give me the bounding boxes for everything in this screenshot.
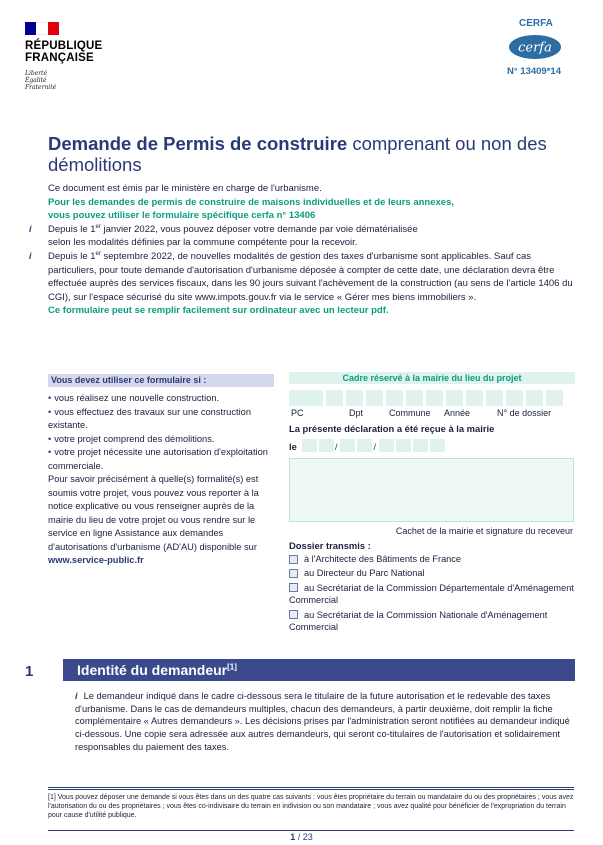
checkbox[interactable] xyxy=(289,583,298,592)
annee-field-2[interactable] xyxy=(446,390,463,406)
dossier-number-boxes xyxy=(289,390,575,406)
footnote-divider xyxy=(48,787,574,788)
usage-bullet: • vous réalisez une nouvelle construction. xyxy=(48,392,274,406)
cerfa-logo-text: cerfa xyxy=(518,40,552,56)
dossier-transmis-heading: Dossier transmis : xyxy=(289,540,371,551)
motto: Liberté Égalité Fraternité xyxy=(25,70,57,91)
dossier-field-4[interactable] xyxy=(526,390,543,406)
info-icon: i xyxy=(29,250,32,261)
info-icon: i xyxy=(29,223,32,234)
flag-white xyxy=(36,22,47,35)
info-block-2: i Depuis le 1er septembre 2022, de nouvelles modalités de gestion des taxes d'urbanisme sont applicables. Sauf cas particuliers, pour toute demande d'autorisation d'urbanisme déposée à compter de cette date, une déclaration devra être effectuée auprès des services fiscaux, dans les 90 jours suivant l'achèvement de la construction (au sens de l'article 1406 du CGI), sur l'espace sécurisé du site www.impots.gouv.fr via le service « Gérer mes biens immobiliers ». xyxy=(29,250,573,303)
footnote-divider xyxy=(48,789,574,790)
cerfa-label: CERFA xyxy=(519,18,553,29)
checkbox-row-parc: au Directeur du Parc National xyxy=(289,567,575,579)
commune-field-1[interactable] xyxy=(366,390,383,406)
dossier-field-3[interactable] xyxy=(506,390,523,406)
section-title: Identité du demandeur xyxy=(77,662,228,678)
usage-bullet: • votre projet comprend des démolitions. xyxy=(48,433,274,447)
intro-line: Ce document est émis par le ministère en charge de l'urbanisme. xyxy=(48,183,322,194)
annee-field-1[interactable] xyxy=(426,390,443,406)
checkbox-row-cdac: au Secrétariat de la Commission Départementale d'Aménagement Commercial xyxy=(289,583,574,605)
usage-bullet: • votre projet nécessite une autorisation d'exploitation commerciale. xyxy=(48,446,274,473)
intro-green-line: vous pouvez utiliser le formulaire spécifique cerfa n° 13406 xyxy=(48,210,316,222)
reserved-heading: Cadre réservé à la mairie du lieu du projet xyxy=(289,372,575,384)
commune-field-3[interactable] xyxy=(406,390,423,406)
usage-heading: Vous devez utiliser ce formulaire si : xyxy=(48,374,274,387)
year-field-1[interactable] xyxy=(379,439,394,452)
year-field-4[interactable] xyxy=(430,439,445,452)
page-title xyxy=(48,133,548,175)
flag-blue xyxy=(25,22,36,35)
section-number: 1 xyxy=(25,663,34,680)
page-divider xyxy=(48,830,574,831)
commune-field-2[interactable] xyxy=(386,390,403,406)
box-labels xyxy=(289,408,575,422)
footnote: [1] Vous pouvez déposer une demande si vous êtes dans un des quatre cas suivants : vous êtes propriétaire du terrain ou mandataire du ou des propriétaires ; vous avez l'autorisation du ou des propriétaires ; vous êtes co-indivisaire du terrain en indivision ou son mandataire ; vous avez qualité pour bénéficier de l'expropriation du terrain pour cause d'utilité publique. xyxy=(48,794,574,820)
checkbox[interactable] xyxy=(289,555,298,564)
checkbox[interactable] xyxy=(289,610,298,619)
title-bold: Demande de Permis de construire xyxy=(48,133,348,154)
info-icon: i xyxy=(75,691,78,701)
label-dpt: Dpt xyxy=(349,408,364,418)
section-description: i Le demandeur indiqué dans le cadre ci-dessous sera le titulaire de la future autorisation et le redevable des taxes d'urbanisme. Dans le cas de demandeurs multiples, chacun des demandeurs, à partir deuxième, doit remplir la fiche complémentaire « Autres demandeurs ». Les décisions prises par l'administration seront notifiées au demandeur indiqué ci-dessous. Une copie sera adressée aux autres demandeurs, qui seront co-titulaires de l'autorisation et solidairement responsables du paiement des taxes. xyxy=(75,691,570,752)
label-commune: Commune xyxy=(389,408,431,418)
checkbox-row-cnac: au Secrétariat de la Commission Nationale d'Aménagement Commercial xyxy=(289,610,548,632)
stamp-signature-area[interactable] xyxy=(289,458,574,522)
usage-bullet: • vous effectuez des travaux sur une construction existante. xyxy=(48,406,274,433)
label-annee: Année xyxy=(444,408,471,418)
flag-red xyxy=(48,22,59,35)
day-field-1[interactable] xyxy=(302,439,317,452)
service-public-link[interactable]: www.service-public.fr xyxy=(48,555,144,565)
footnote-ref[interactable]: [1] xyxy=(227,662,237,672)
dossier-field-1[interactable] xyxy=(466,390,483,406)
day-field-2[interactable] xyxy=(319,439,334,452)
pc-field[interactable] xyxy=(289,390,323,406)
stamp-caption: Cachet de la mairie et signature du receveur xyxy=(395,526,573,536)
month-field-1[interactable] xyxy=(340,439,355,452)
cerfa-number: N° 13409*14 xyxy=(507,66,561,77)
month-field-2[interactable] xyxy=(357,439,372,452)
dpt-field-1[interactable] xyxy=(326,390,343,406)
info-block-1: i Depuis le 1er janvier 2022, vous pouvez déposer votre demande par voie dématérialisée selon les modalités définies par la commune compétente pour la recevoir. xyxy=(29,223,418,249)
title-normal: comprenant ou non des démolitions xyxy=(48,133,547,175)
cerfa-logo xyxy=(508,34,562,60)
republic-name: RÉPUBLIQUE FRANÇAISE xyxy=(25,40,103,64)
intro-green-line: Ce formulaire peut se remplir facilement sur ordinateur avec un lecteur pdf. xyxy=(48,305,389,317)
dpt-field-2[interactable] xyxy=(346,390,363,406)
section-title-bar xyxy=(63,659,575,681)
french-flag xyxy=(25,22,59,35)
checkbox[interactable] xyxy=(289,569,298,578)
page-number: 1 / 23 xyxy=(290,832,313,842)
intro xyxy=(29,182,578,318)
mairie-reserved-frame xyxy=(289,372,575,633)
usage-conditions xyxy=(48,374,274,568)
year-field-2[interactable] xyxy=(396,439,411,452)
usage-paragraph: Pour savoir précisément à quelle(s) formalité(s) est soumis votre projet, vous pouvez vous reporter à la notice explicative ou vous renseigner auprès de la mairie du lieu de votre projet ou vous rendre sur le service en ligne Assistance aux demandes d'autorisations d'urbanisme (AD'AU) disponible sur www.service-public.fr xyxy=(48,474,259,565)
label-dossier: N° de dossier xyxy=(497,408,552,418)
dossier-field-2[interactable] xyxy=(486,390,503,406)
received-text: La présente déclaration a été reçue à la mairie xyxy=(289,423,495,434)
intro-green-line: Pour les demandes de permis de construire de maisons individuelles et de leurs annexes, xyxy=(48,196,455,208)
reception-date: le / / xyxy=(289,437,575,452)
checkbox-row-abf: à l'Architecte des Bâtiments de France xyxy=(289,553,575,565)
year-field-3[interactable] xyxy=(413,439,428,452)
label-pc: PC xyxy=(291,408,304,418)
dossier-field-5[interactable] xyxy=(546,390,563,406)
